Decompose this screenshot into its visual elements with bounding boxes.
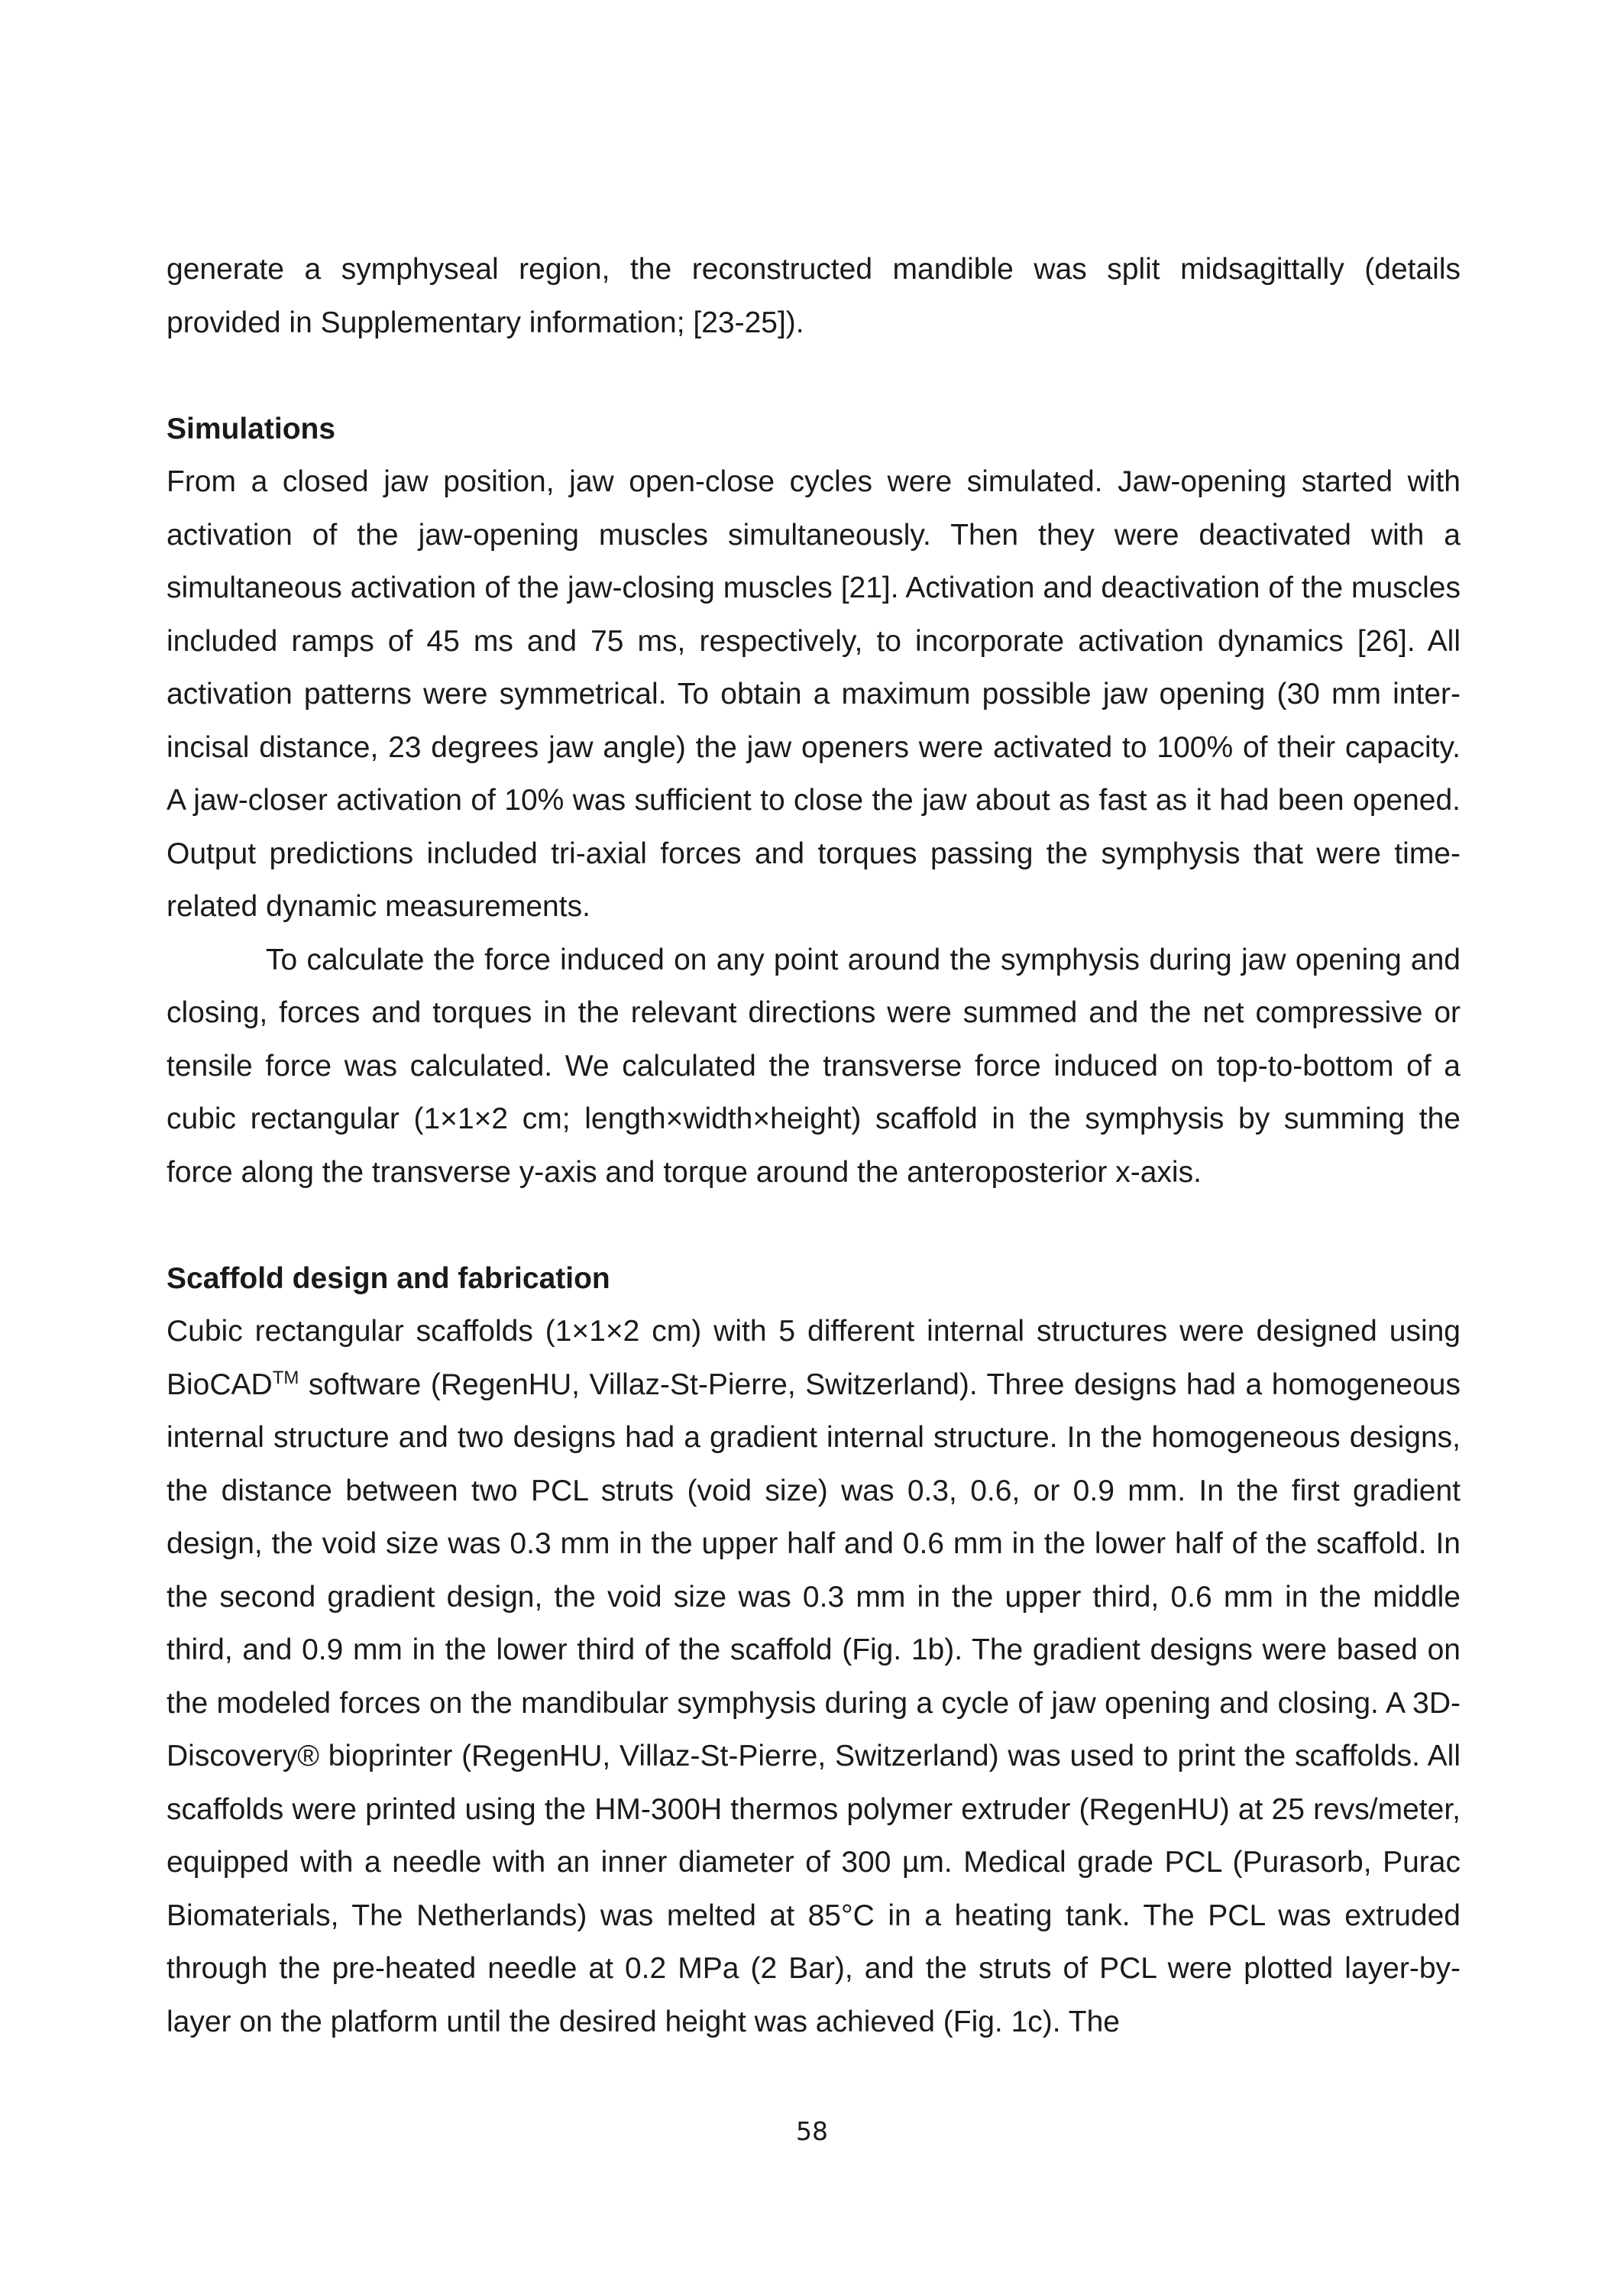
simulations-heading: Simulations [167,412,336,445]
simulations-paragraph-2: To calculate the force induced on any point around the symphysis during jaw opening and closing, forces and torques in the relevant directions were summed and the net compressive or tensile force was calculated. We calculated the transverse force induced on top-to-bottom of a cubic rectangular (1×1×2 cm; length×width×height) scaffold in the symphysis by summing the force along the transverse y-axis and torque around the anteroposterior x-axis. [167,943,1461,1189]
paragraph-gap [167,1199,1461,1252]
page-body [167,243,1461,2048]
trademark-superscript: TM [272,1367,299,1388]
intro-paragraph: generate a symphyseal region, the reconstructed mandible was split midsagittally (details provided in Supplementary information; [23-25]). [167,253,1461,339]
scaffold-paragraph-start: Cubic rectangular scaffolds (1×1×2 cm) with 5 different internal structures were designed using BioCAD [167,1315,1461,1401]
scaffold-paragraph [167,1305,1461,2048]
paragraph-gap [167,349,1461,403]
scaffold-heading: Scaffold design and fabrication [167,1261,610,1295]
page-number: 58 [796,2116,828,2146]
simulations-paragraph-1: From a closed jaw position, jaw open-close cycles were simulated. Jaw-opening started with activation of the jaw-opening muscles simultaneously. Then they were deactivated with a simultaneous activation of the jaw-closing muscles [21]. Activation and deactivation of the muscles included ramps of 45 ms and 75 ms, respectively, to incorporate activation dynamics [26]. All activation patterns were symmetrical. To obtain a maximum possible jaw opening (30 mm inter-incisal distance, 23 degrees jaw angle) the jaw openers were activated to 100% of their capacity. A jaw-closer activation of 10% was sufficient to close the jaw about as fast as it had been opened. Output predictions included tri-axial forces and torques passing the symphysis that were time-related dynamic measurements. [167,465,1461,923]
scaffold-paragraph-rest: software (RegenHU, Villaz-St-Pierre, Switzerland). Three designs had a homogeneous internal structure and two designs had a gradient internal structure. In the homogeneous designs, the distance between two PCL struts (void size) was 0.3, 0.6, or 0.9 mm. In the first gradient design, the void size was 0.3 mm in the upper half and 0.6 mm in the lower half of the scaffold. In the second gradient design, the void size was 0.3 mm in the upper third, 0.6 mm in the middle third, and 0.9 mm in the lower third of the scaffold (Fig. 1b). The gradient designs were based on the modeled forces on the mandibular symphysis during a cycle of jaw opening and closing. A 3D-Discovery® bioprinter (RegenHU, Villaz-St-Pierre, Switzerland) was used to print the scaffolds. All scaffolds were printed using the HM-300H thermos polymer extruder (RegenHU) at 25 revs/meter, equipped with a needle with an inner diameter of 300 µm. Medical grade PCL (Purasorb, Purac Biomaterials, The Netherlands) was melted at 85°C in a heating tank. The PCL was extruded through the pre-heated needle at 0.2 MPa (2 Bar), and the struts of PCL were plotted layer-by-layer on the platform until the desired height was achieved (Fig. 1c). The [167,1368,1461,2038]
